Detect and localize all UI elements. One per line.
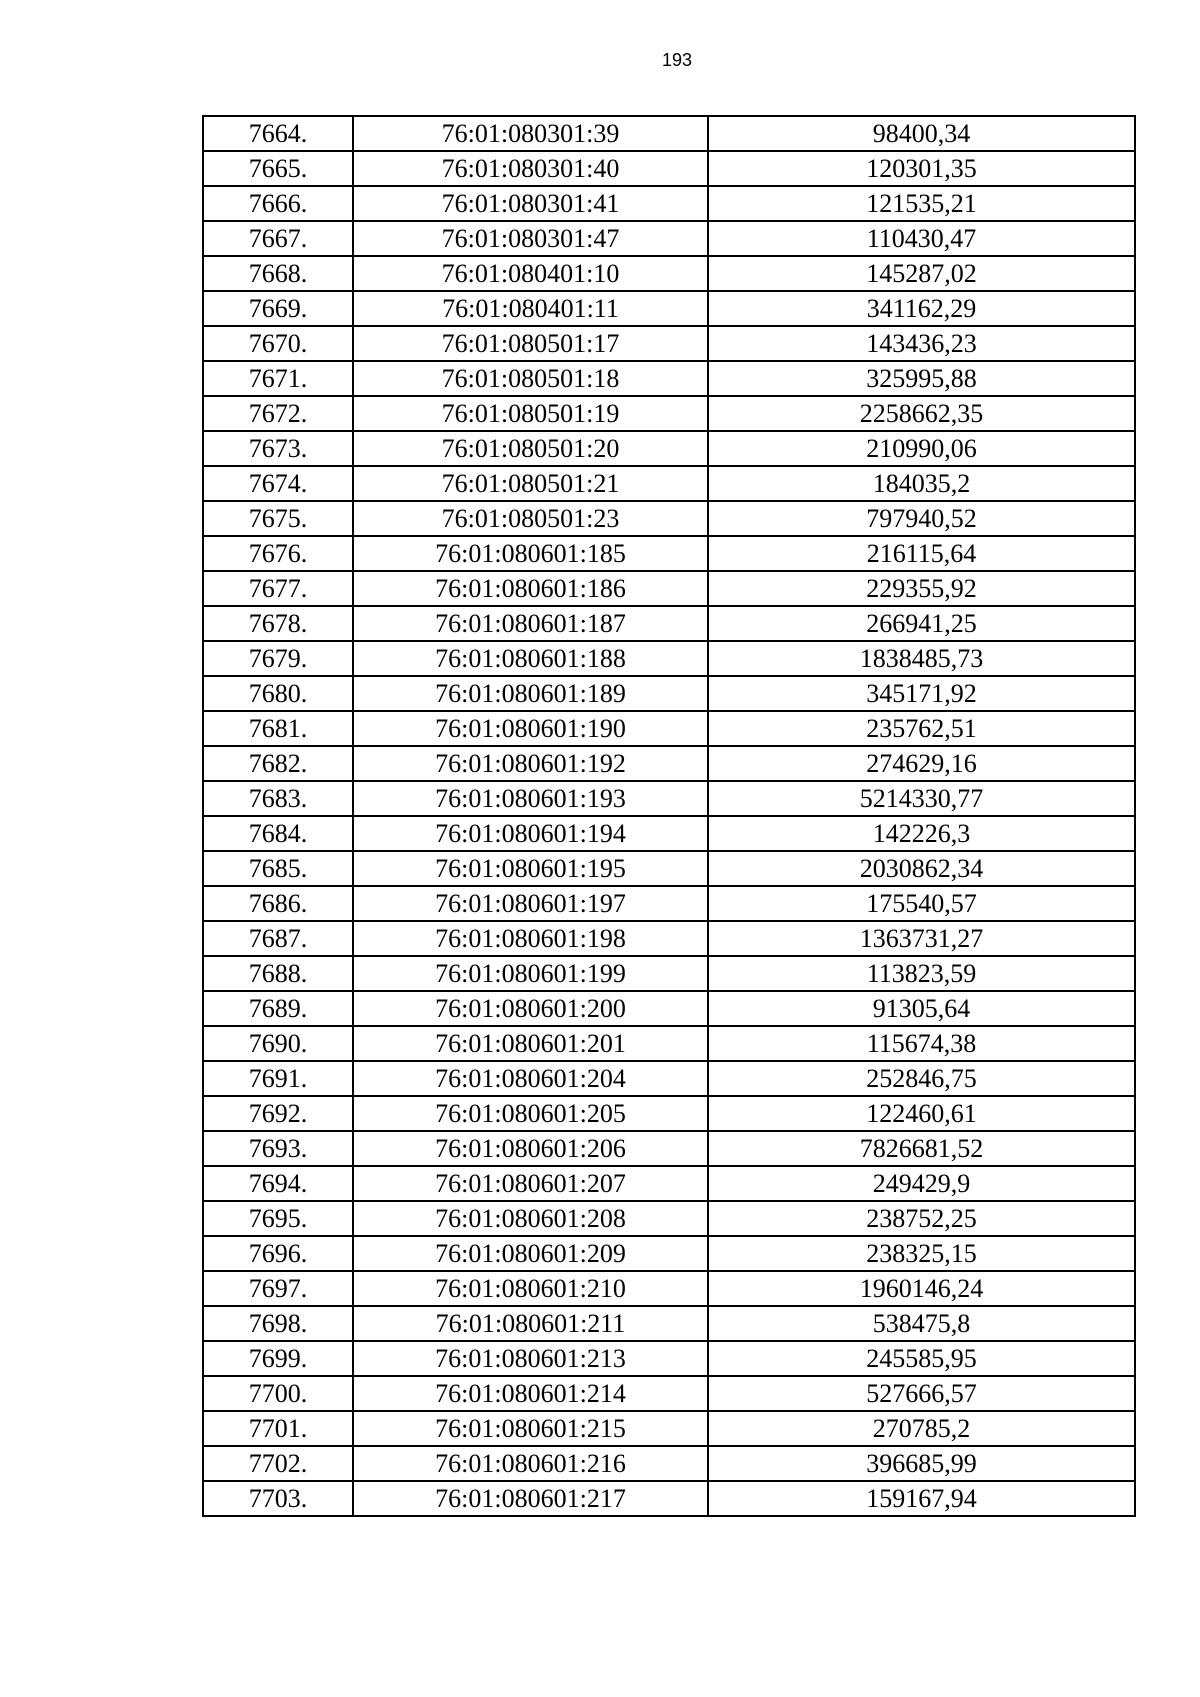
- cadastral-number-cell: 76:01:080601:195: [353, 851, 708, 886]
- row-number-cell: 7674.: [203, 466, 353, 501]
- cadastral-number-cell: 76:01:080601:189: [353, 676, 708, 711]
- cadastral-number-cell: 76:01:080601:194: [353, 816, 708, 851]
- row-number-cell: 7681.: [203, 711, 353, 746]
- cadastral-number-cell: 76:01:080601:206: [353, 1131, 708, 1166]
- table-row: [203, 606, 1135, 641]
- row-number-cell: 7686.: [203, 886, 353, 921]
- table-row: [203, 221, 1135, 256]
- cadastral-number-cell: 76:01:080501:17: [353, 326, 708, 361]
- cadastral-number-cell: 76:01:080301:39: [353, 116, 708, 151]
- value-cell: 538475,8: [708, 1306, 1135, 1341]
- value-cell: 175540,57: [708, 886, 1135, 921]
- table-row: [203, 571, 1135, 606]
- table-row: [203, 256, 1135, 291]
- table-row: [203, 1026, 1135, 1061]
- table-row: [203, 676, 1135, 711]
- row-number-cell: 7665.: [203, 151, 353, 186]
- cadastral-number-cell: 76:01:080601:216: [353, 1446, 708, 1481]
- value-cell: 238325,15: [708, 1236, 1135, 1271]
- value-cell: 1363731,27: [708, 921, 1135, 956]
- table-row: [203, 291, 1135, 326]
- table-row: [203, 886, 1135, 921]
- row-number-cell: 7671.: [203, 361, 353, 396]
- cadastral-number-cell: 76:01:080501:18: [353, 361, 708, 396]
- value-cell: 120301,35: [708, 151, 1135, 186]
- cadastral-number-cell: 76:01:080601:201: [353, 1026, 708, 1061]
- row-number-cell: 7689.: [203, 991, 353, 1026]
- value-cell: 2030862,34: [708, 851, 1135, 886]
- row-number-cell: 7676.: [203, 536, 353, 571]
- row-number-cell: 7702.: [203, 1446, 353, 1481]
- table-row: [203, 711, 1135, 746]
- table-row: [203, 1271, 1135, 1306]
- row-number-cell: 7692.: [203, 1096, 353, 1131]
- table-row: [203, 641, 1135, 676]
- value-cell: 249429,9: [708, 1166, 1135, 1201]
- value-cell: 245585,95: [708, 1341, 1135, 1376]
- table-row: [203, 781, 1135, 816]
- row-number-cell: 7696.: [203, 1236, 353, 1271]
- table-row: [203, 186, 1135, 221]
- value-cell: 229355,92: [708, 571, 1135, 606]
- value-cell: 235762,51: [708, 711, 1135, 746]
- row-number-cell: 7677.: [203, 571, 353, 606]
- row-number-cell: 7691.: [203, 1061, 353, 1096]
- row-number-cell: 7694.: [203, 1166, 353, 1201]
- row-number-cell: 7685.: [203, 851, 353, 886]
- value-cell: 91305,64: [708, 991, 1135, 1026]
- value-cell: 115674,38: [708, 1026, 1135, 1061]
- value-cell: 341162,29: [708, 291, 1135, 326]
- cadastral-number-cell: 76:01:080601:186: [353, 571, 708, 606]
- cadastral-number-cell: 76:01:080601:215: [353, 1411, 708, 1446]
- cadastral-number-cell: 76:01:080601:208: [353, 1201, 708, 1236]
- value-cell: 345171,92: [708, 676, 1135, 711]
- value-cell: 7826681,52: [708, 1131, 1135, 1166]
- value-cell: 1838485,73: [708, 641, 1135, 676]
- cadastral-number-cell: 76:01:080501:19: [353, 396, 708, 431]
- cadastral-number-cell: 76:01:080301:41: [353, 186, 708, 221]
- value-cell: 216115,64: [708, 536, 1135, 571]
- cadastral-number-cell: 76:01:080601:204: [353, 1061, 708, 1096]
- cadastral-number-cell: 76:01:080501:20: [353, 431, 708, 466]
- table-row: [203, 921, 1135, 956]
- row-number-cell: 7673.: [203, 431, 353, 466]
- cadastral-number-cell: 76:01:080301:40: [353, 151, 708, 186]
- row-number-cell: 7684.: [203, 816, 353, 851]
- row-number-cell: 7695.: [203, 1201, 353, 1236]
- cadastral-number-cell: 76:01:080601:185: [353, 536, 708, 571]
- cadastral-number-cell: 76:01:080501:21: [353, 466, 708, 501]
- table-row: [203, 396, 1135, 431]
- value-cell: 184035,2: [708, 466, 1135, 501]
- table-row: [203, 466, 1135, 501]
- row-number-cell: 7698.: [203, 1306, 353, 1341]
- table-row: [203, 956, 1135, 991]
- table-row: [203, 1306, 1135, 1341]
- row-number-cell: 7697.: [203, 1271, 353, 1306]
- table-row: [203, 1236, 1135, 1271]
- table-row: [203, 1341, 1135, 1376]
- cadastral-number-cell: 76:01:080301:47: [353, 221, 708, 256]
- row-number-cell: 7667.: [203, 221, 353, 256]
- value-cell: 2258662,35: [708, 396, 1135, 431]
- table-row: [203, 991, 1135, 1026]
- cadastral-number-cell: 76:01:080601:214: [353, 1376, 708, 1411]
- cadastral-number-cell: 76:01:080601:197: [353, 886, 708, 921]
- table-row: [203, 536, 1135, 571]
- row-number-cell: 7670.: [203, 326, 353, 361]
- row-number-cell: 7672.: [203, 396, 353, 431]
- row-number-cell: 7666.: [203, 186, 353, 221]
- value-cell: 159167,94: [708, 1481, 1135, 1516]
- table-body: [203, 116, 1135, 1516]
- row-number-cell: 7683.: [203, 781, 353, 816]
- cadastral-number-cell: 76:01:080601:199: [353, 956, 708, 991]
- cadastral-number-cell: 76:01:080601:192: [353, 746, 708, 781]
- row-number-cell: 7703.: [203, 1481, 353, 1516]
- value-cell: 238752,25: [708, 1201, 1135, 1236]
- row-number-cell: 7664.: [203, 116, 353, 151]
- row-number-cell: 7690.: [203, 1026, 353, 1061]
- table-row: [203, 1201, 1135, 1236]
- table-row: [203, 361, 1135, 396]
- value-cell: 1960146,24: [708, 1271, 1135, 1306]
- value-cell: 113823,59: [708, 956, 1135, 991]
- table-row: [203, 151, 1135, 186]
- value-cell: 797940,52: [708, 501, 1135, 536]
- table-row: [203, 501, 1135, 536]
- cadastral-number-cell: 76:01:080601:210: [353, 1271, 708, 1306]
- cadastral-number-cell: 76:01:080501:23: [353, 501, 708, 536]
- value-cell: 5214330,77: [708, 781, 1135, 816]
- value-cell: 110430,47: [708, 221, 1135, 256]
- row-number-cell: 7678.: [203, 606, 353, 641]
- value-cell: 142226,3: [708, 816, 1135, 851]
- value-cell: 145287,02: [708, 256, 1135, 291]
- row-number-cell: 7675.: [203, 501, 353, 536]
- data-table: [202, 115, 1136, 1517]
- cadastral-number-cell: 76:01:080601:213: [353, 1341, 708, 1376]
- cadastral-number-cell: 76:01:080601:187: [353, 606, 708, 641]
- row-number-cell: 7693.: [203, 1131, 353, 1166]
- cadastral-number-cell: 76:01:080401:11: [353, 291, 708, 326]
- table-row: [203, 746, 1135, 781]
- value-cell: 143436,23: [708, 326, 1135, 361]
- value-cell: 98400,34: [708, 116, 1135, 151]
- row-number-cell: 7668.: [203, 256, 353, 291]
- cadastral-number-cell: 76:01:080401:10: [353, 256, 708, 291]
- cadastral-number-cell: 76:01:080601:200: [353, 991, 708, 1026]
- table-row: [203, 431, 1135, 466]
- table-row: [203, 1481, 1135, 1516]
- page-number: 193: [661, 50, 693, 70]
- cadastral-number-cell: 76:01:080601:198: [353, 921, 708, 956]
- cadastral-number-cell: 76:01:080601:207: [353, 1166, 708, 1201]
- value-cell: 210990,06: [708, 431, 1135, 466]
- table-row: [203, 1411, 1135, 1446]
- table-row: [203, 1166, 1135, 1201]
- table-row: [203, 1376, 1135, 1411]
- cadastral-number-cell: 76:01:080601:190: [353, 711, 708, 746]
- value-cell: 122460,61: [708, 1096, 1135, 1131]
- value-cell: 270785,2: [708, 1411, 1135, 1446]
- table-row: [203, 1061, 1135, 1096]
- value-cell: 274629,16: [708, 746, 1135, 781]
- value-cell: 527666,57: [708, 1376, 1135, 1411]
- cadastral-number-cell: 76:01:080601:205: [353, 1096, 708, 1131]
- row-number-cell: 7688.: [203, 956, 353, 991]
- value-cell: 266941,25: [708, 606, 1135, 641]
- table-row: [203, 1096, 1135, 1131]
- cadastral-number-cell: 76:01:080601:209: [353, 1236, 708, 1271]
- row-number-cell: 7700.: [203, 1376, 353, 1411]
- table-row: [203, 326, 1135, 361]
- value-cell: 121535,21: [708, 186, 1135, 221]
- row-number-cell: 7679.: [203, 641, 353, 676]
- value-cell: 325995,88: [708, 361, 1135, 396]
- value-cell: 252846,75: [708, 1061, 1135, 1096]
- cadastral-number-cell: 76:01:080601:211: [353, 1306, 708, 1341]
- table-row: [203, 116, 1135, 151]
- row-number-cell: 7669.: [203, 291, 353, 326]
- row-number-cell: 7699.: [203, 1341, 353, 1376]
- row-number-cell: 7682.: [203, 746, 353, 781]
- table-row: [203, 851, 1135, 886]
- row-number-cell: 7680.: [203, 676, 353, 711]
- value-cell: 396685,99: [708, 1446, 1135, 1481]
- row-number-cell: 7701.: [203, 1411, 353, 1446]
- table-row: [203, 816, 1135, 851]
- data-table-container: [202, 115, 1136, 1517]
- row-number-cell: 7687.: [203, 921, 353, 956]
- table-row: [203, 1446, 1135, 1481]
- cadastral-number-cell: 76:01:080601:193: [353, 781, 708, 816]
- cadastral-number-cell: 76:01:080601:188: [353, 641, 708, 676]
- cadastral-number-cell: 76:01:080601:217: [353, 1481, 708, 1516]
- table-row: [203, 1131, 1135, 1166]
